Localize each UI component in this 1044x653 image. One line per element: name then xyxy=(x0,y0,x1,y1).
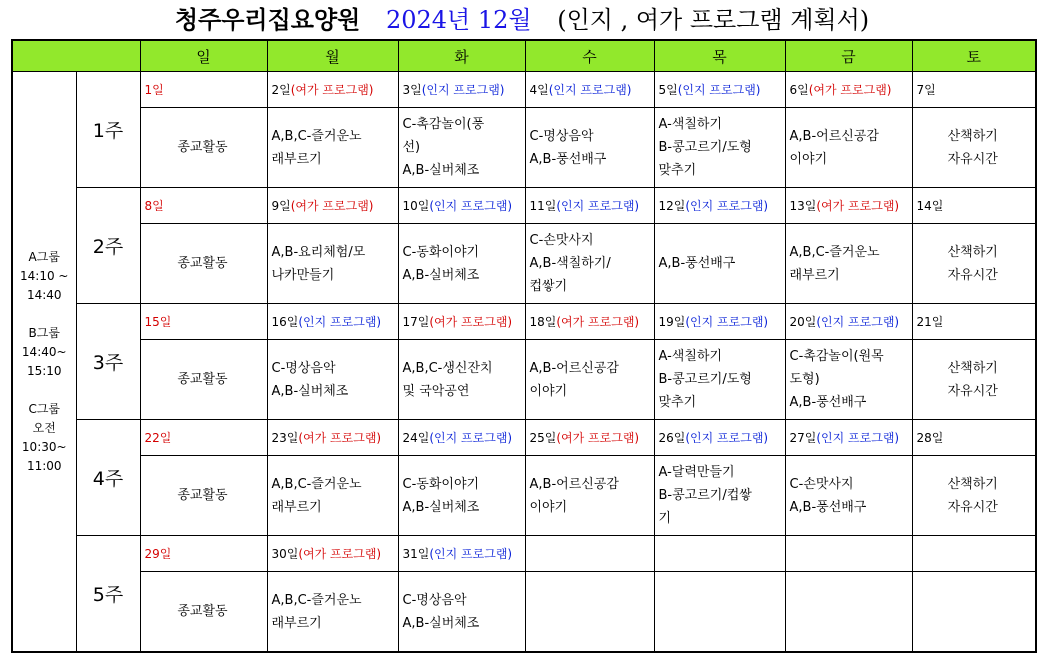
leisure-program-label: (여가 프로그램) xyxy=(298,431,382,445)
activity-cell xyxy=(267,224,398,304)
date-cell xyxy=(654,188,785,224)
date-number: 21일 xyxy=(916,315,944,329)
activity-line: C-촉감놀이(풍 xyxy=(402,117,485,132)
activity-cell xyxy=(912,572,1036,653)
activity-line: A,B-풍선배구 xyxy=(658,256,736,271)
date-number: 5일 xyxy=(658,83,678,97)
activity-cell xyxy=(525,572,654,653)
cognitive-program-label: (인지 프로그램) xyxy=(685,315,769,329)
activity-line: A,B,C-즐거운노 xyxy=(271,476,362,492)
week-activity-row xyxy=(12,456,1036,536)
leisure-program-label: (여가 프로그램) xyxy=(816,199,900,213)
activity-line: A,B-풍선배구 xyxy=(789,395,867,410)
day-header: 일 xyxy=(140,40,267,72)
activity-cell xyxy=(654,224,785,304)
day-header: 금 xyxy=(785,40,912,72)
date-number: 12일 xyxy=(658,199,686,213)
group-time-line: 11:00 xyxy=(26,458,62,473)
date-number: 16일 xyxy=(271,315,299,329)
date-cell xyxy=(140,188,267,224)
activity-cell xyxy=(140,340,267,420)
date-number: 27일 xyxy=(789,431,817,445)
date-cell xyxy=(525,188,654,224)
activity-line: A,B-어르신공감 xyxy=(529,476,619,492)
day-header: 화 xyxy=(398,40,525,72)
activity-line: A,B-실버체조 xyxy=(402,499,480,515)
date-cell xyxy=(525,304,654,340)
day-header: 월 xyxy=(267,40,398,72)
leisure-program-label: (여가 프로그램) xyxy=(808,83,892,97)
date-cell xyxy=(140,420,267,456)
activity-line: A,B-어르신공감 xyxy=(529,360,619,376)
activity-cell xyxy=(398,340,525,420)
activity-line: A,B-실버체조 xyxy=(402,615,480,631)
date-cell xyxy=(398,304,525,340)
week-label: 3주 xyxy=(76,304,140,420)
activity-line: 래부르기 xyxy=(271,151,322,167)
date-cell xyxy=(267,188,398,224)
activity-cell xyxy=(525,456,654,536)
activity-cell xyxy=(654,572,785,653)
week-label: 4주 xyxy=(76,420,140,536)
week-date-row xyxy=(12,188,1036,224)
date-number: 30일 xyxy=(271,547,299,561)
activity-line: 도형) xyxy=(789,372,820,387)
date-number: 15일 xyxy=(144,315,172,329)
week-activity-row xyxy=(12,108,1036,188)
week-date-row xyxy=(12,536,1036,572)
activity-line: A,B-실버체조 xyxy=(402,163,480,178)
activity-line: 자유시간 xyxy=(947,151,998,167)
group-time-line: A그룹 xyxy=(28,249,60,264)
week-activity-row xyxy=(12,340,1036,420)
date-number: 22일 xyxy=(144,431,172,445)
cognitive-program-label: (인지 프로그램) xyxy=(298,315,382,329)
group-time-line: 14:40 xyxy=(26,287,62,302)
leisure-program-label: (여가 프로그램) xyxy=(556,431,640,445)
activity-line: A,B,C-즐거운노 xyxy=(271,592,362,608)
activity-cell xyxy=(267,456,398,536)
date-cell xyxy=(785,188,912,224)
date-cell xyxy=(398,72,525,108)
date-cell xyxy=(912,536,1036,572)
activity-cell xyxy=(912,108,1036,188)
date-cell xyxy=(140,72,267,108)
date-cell xyxy=(912,304,1036,340)
activity-cell xyxy=(140,108,267,188)
date-cell xyxy=(140,304,267,340)
activity-line: 컵쌓기 xyxy=(529,279,568,294)
activity-line: C-명상음악 xyxy=(529,128,594,144)
activity-line: A-색칠하기 xyxy=(658,117,723,132)
date-cell xyxy=(654,536,785,572)
activity-cell xyxy=(140,572,267,653)
date-number: 20일 xyxy=(789,315,817,329)
activity-line: C-손맛사지 xyxy=(529,233,594,248)
week-label: 5주 xyxy=(76,536,140,653)
header-corner xyxy=(12,40,140,72)
date-cell xyxy=(267,72,398,108)
program-schedule-table xyxy=(11,39,1037,653)
cognitive-program-label: (인지 프로그램) xyxy=(816,431,900,445)
facility-name: 청주우리집요양원 xyxy=(174,5,361,34)
activity-line: 래부르기 xyxy=(789,267,840,283)
activity-line: 선) xyxy=(402,140,421,155)
day-header-row xyxy=(12,40,1036,72)
date-number: 29일 xyxy=(144,547,172,561)
date-number: 23일 xyxy=(271,431,299,445)
activity-line: 종교활동 xyxy=(177,604,228,619)
week-activity-row xyxy=(12,572,1036,653)
activity-cell xyxy=(525,340,654,420)
activity-line: C-동화이야기 xyxy=(402,476,480,492)
document-title xyxy=(0,2,1044,38)
week-label: 2주 xyxy=(76,188,140,304)
date-number: 17일 xyxy=(402,315,430,329)
activity-line: 이야기 xyxy=(529,383,568,399)
activity-line: A,B-어르신공감 xyxy=(789,128,879,144)
date-cell xyxy=(912,72,1036,108)
activity-cell xyxy=(912,456,1036,536)
activity-cell xyxy=(267,108,398,188)
date-cell xyxy=(267,536,398,572)
activity-cell xyxy=(654,340,785,420)
group-time-line xyxy=(13,305,76,324)
activity-cell xyxy=(785,340,912,420)
date-number: 8일 xyxy=(144,199,164,213)
leisure-program-label: (여가 프로그램) xyxy=(429,315,513,329)
cognitive-program-label: (인지 프로그램) xyxy=(429,547,513,561)
activity-cell xyxy=(267,572,398,653)
activity-line: 이야기 xyxy=(789,151,828,167)
date-number: 2일 xyxy=(271,83,291,97)
date-cell xyxy=(267,304,398,340)
date-cell xyxy=(785,420,912,456)
date-number: 1일 xyxy=(144,83,164,97)
activity-line: A,B-실버체조 xyxy=(271,383,349,399)
week-date-row xyxy=(12,304,1036,340)
group-time-line: 오전 xyxy=(32,420,56,435)
activity-line: 산책하기 xyxy=(947,476,998,492)
date-cell xyxy=(912,188,1036,224)
activity-line: 종교활동 xyxy=(177,140,228,155)
date-number: 6일 xyxy=(789,83,809,97)
group-time-line xyxy=(13,381,76,400)
activity-line: A,B,C-즐거운노 xyxy=(789,244,880,260)
activity-line: C-명상음악 xyxy=(271,360,336,376)
date-number: 9일 xyxy=(271,199,291,213)
activity-line: A,B,C-즐거운노 xyxy=(271,128,362,144)
date-cell xyxy=(140,536,267,572)
activity-line: 자유시간 xyxy=(947,499,998,515)
date-number: 24일 xyxy=(402,431,430,445)
date-cell xyxy=(785,536,912,572)
day-header: 수 xyxy=(525,40,654,72)
group-time-info xyxy=(12,72,76,653)
cognitive-program-label: (인지 프로그램) xyxy=(816,315,900,329)
cognitive-program-label: (인지 프로그램) xyxy=(421,83,505,97)
activity-line: 종교활동 xyxy=(177,372,228,387)
date-cell xyxy=(654,72,785,108)
activity-line: 종교활동 xyxy=(177,488,228,503)
activity-cell xyxy=(398,456,525,536)
week-activity-row xyxy=(12,224,1036,304)
cognitive-program-label: (인지 프로그램) xyxy=(429,431,513,445)
activity-cell xyxy=(654,456,785,536)
group-time-line: 15:10 xyxy=(26,363,62,378)
date-cell xyxy=(525,72,654,108)
activity-cell xyxy=(140,456,267,536)
week-date-row xyxy=(12,420,1036,456)
date-number: 10일 xyxy=(402,199,430,213)
date-cell xyxy=(785,304,912,340)
group-time-line: 10:30~ xyxy=(21,439,67,454)
activity-line: B-콩고르기/도형 xyxy=(658,372,752,387)
activity-cell xyxy=(525,224,654,304)
activity-line: A,B,C-생신잔치 xyxy=(402,360,493,376)
date-number: 19일 xyxy=(658,315,686,329)
activity-cell xyxy=(912,340,1036,420)
group-time-line: 14:10 ~ xyxy=(20,268,69,283)
activity-cell xyxy=(785,572,912,653)
leisure-program-label: (여가 프로그램) xyxy=(290,83,374,97)
leisure-program-label: (여가 프로그램) xyxy=(290,199,374,213)
date-number: 7일 xyxy=(916,83,936,97)
activity-line: C-손맛사지 xyxy=(789,476,854,492)
activity-line: A,B-풍선배구 xyxy=(529,151,607,167)
period-label: 2024년 12월 xyxy=(385,6,532,34)
activity-line: 맞추기 xyxy=(658,395,697,410)
date-cell xyxy=(398,536,525,572)
activity-line: A-색칠하기 xyxy=(658,349,723,364)
week-label: 1주 xyxy=(76,72,140,188)
activity-line: 자유시간 xyxy=(947,267,998,283)
date-cell xyxy=(785,72,912,108)
activity-line: 래부르기 xyxy=(271,499,322,515)
activity-line: 래부르기 xyxy=(271,615,322,631)
activity-line: 종교활동 xyxy=(177,256,228,271)
date-number: 13일 xyxy=(789,199,817,213)
activity-line: A,B-요리체험/모 xyxy=(271,244,366,260)
date-cell xyxy=(267,420,398,456)
date-cell xyxy=(398,188,525,224)
day-header: 토 xyxy=(912,40,1036,72)
date-cell xyxy=(912,420,1036,456)
group-time-line: 14:40~ xyxy=(21,344,67,359)
date-cell xyxy=(654,420,785,456)
cognitive-program-label: (인지 프로그램) xyxy=(685,431,769,445)
activity-line: 자유시간 xyxy=(947,383,998,399)
leisure-program-label: (여가 프로그램) xyxy=(556,315,640,329)
activity-cell xyxy=(398,108,525,188)
activity-line: 기 xyxy=(658,511,672,526)
activity-line: 산책하기 xyxy=(947,360,998,376)
activity-cell xyxy=(785,456,912,536)
date-cell xyxy=(525,420,654,456)
date-cell xyxy=(525,536,654,572)
activity-cell xyxy=(785,108,912,188)
date-number: 11일 xyxy=(529,199,557,213)
week-date-row xyxy=(12,72,1036,108)
activity-line: C-동화이야기 xyxy=(402,244,480,260)
activity-line: A,B-실버체조 xyxy=(402,267,480,283)
activity-cell xyxy=(525,108,654,188)
date-number: 14일 xyxy=(916,199,944,213)
activity-line: C-촉감놀이(원목 xyxy=(789,349,884,364)
activity-line: 맞추기 xyxy=(658,163,697,178)
activity-line: 이야기 xyxy=(529,499,568,515)
activity-line: 및 국악공연 xyxy=(402,383,470,399)
activity-line: 산책하기 xyxy=(947,244,998,260)
activity-line: B-콩고르기/도형 xyxy=(658,140,752,155)
activity-line: A,B-색칠하기/ xyxy=(529,256,611,271)
group-time-line: B그룹 xyxy=(28,325,60,340)
activity-cell xyxy=(912,224,1036,304)
day-header: 목 xyxy=(654,40,785,72)
date-number: 26일 xyxy=(658,431,686,445)
activity-line: B-콩고르기/컵쌓 xyxy=(658,488,752,503)
date-cell xyxy=(398,420,525,456)
activity-cell xyxy=(654,108,785,188)
cognitive-program-label: (인지 프로그램) xyxy=(556,199,640,213)
date-number: 28일 xyxy=(916,431,944,445)
activity-line: 산책하기 xyxy=(947,128,998,144)
activity-line: 나카만들기 xyxy=(271,267,335,283)
date-number: 4일 xyxy=(529,83,549,97)
activity-cell xyxy=(398,224,525,304)
date-number: 3일 xyxy=(402,83,422,97)
activity-cell xyxy=(267,340,398,420)
activity-cell xyxy=(398,572,525,653)
cognitive-program-label: (인지 프로그램) xyxy=(685,199,769,213)
date-cell xyxy=(654,304,785,340)
cognitive-program-label: (인지 프로그램) xyxy=(429,199,513,213)
group-time-line: C그룹 xyxy=(28,401,61,416)
date-number: 18일 xyxy=(529,315,557,329)
cognitive-program-label: (인지 프로그램) xyxy=(548,83,632,97)
activity-line: A,B-풍선배구 xyxy=(789,499,867,515)
activity-line: A-달력만들기 xyxy=(658,465,735,480)
activity-line: C-명상음악 xyxy=(402,592,467,608)
activity-cell xyxy=(140,224,267,304)
activity-cell xyxy=(785,224,912,304)
cognitive-program-label: (인지 프로그램) xyxy=(677,83,761,97)
date-number: 25일 xyxy=(529,431,557,445)
document-subtitle: (인지 , 여가 프로그램 계획서) xyxy=(557,6,870,34)
leisure-program-label: (여가 프로그램) xyxy=(298,547,382,561)
date-number: 31일 xyxy=(402,547,430,561)
